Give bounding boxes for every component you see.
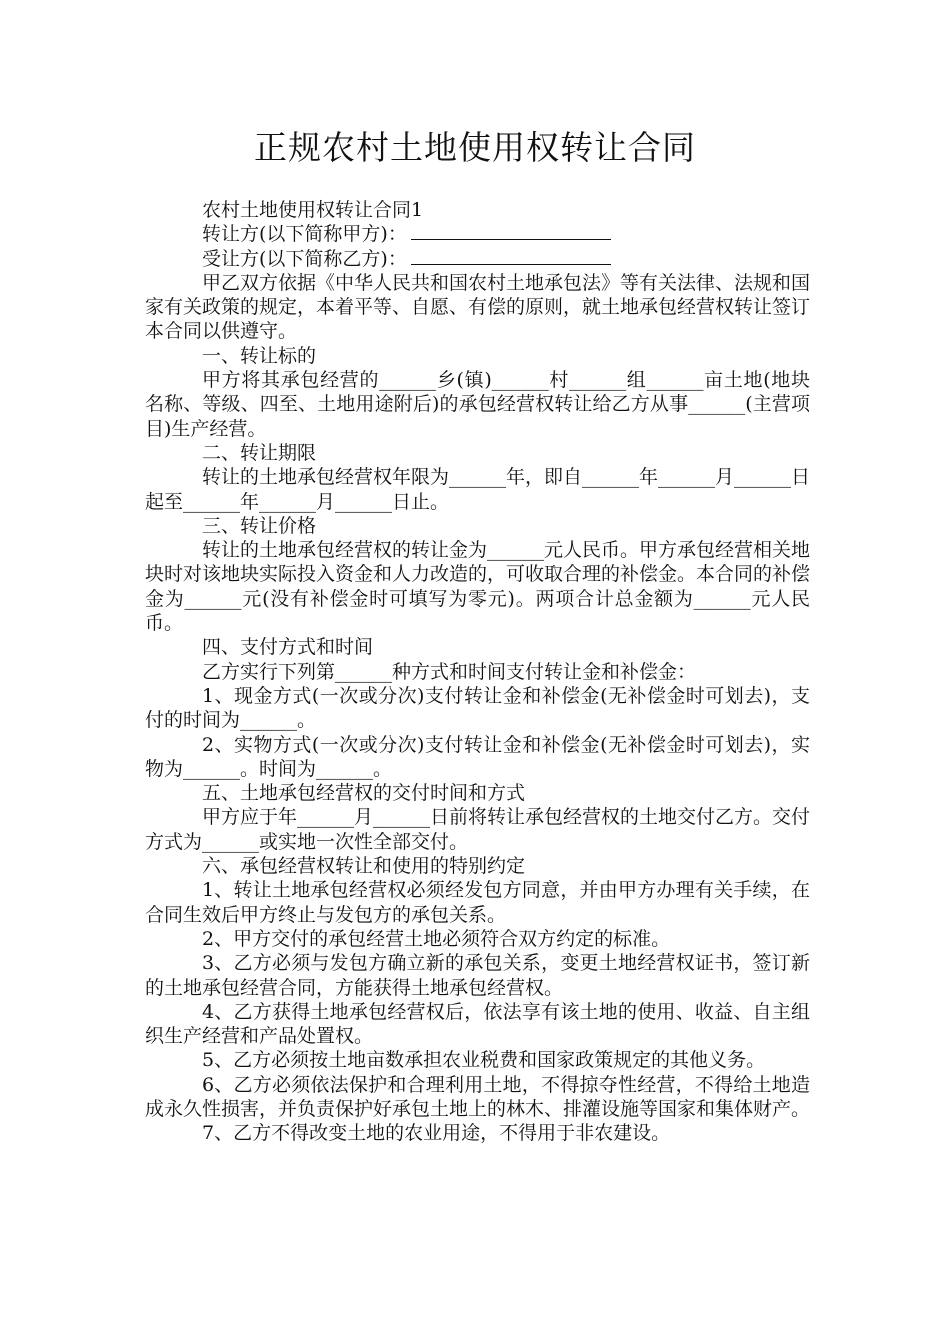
- section-2-paragraph: 转让的土地承包经营权年限为______年，即自______年______月______日起至______年______月______日止。: [145, 466, 811, 513]
- section-heading-2: 二、转让期限: [202, 441, 317, 464]
- section-6-item-1: 1、转让土地承包经营权必须经发包方同意，并由甲方办理有关手续，在合同生效后甲方终止与发包方的承包关系。: [145, 879, 810, 926]
- document-body: [145, 198, 810, 1146]
- party-a-label: 转让方(以下简称甲方)：: [202, 223, 407, 246]
- section-6-item-5: 5、乙方必须按土地亩数承担农业税费和国家政策规定的其他义务。: [202, 1049, 766, 1072]
- party-b-blank: [411, 247, 611, 265]
- section-1-paragraph: 甲方将其承包经营的______乡(镇)______村______组______亩土地(地块名称、等级、四至、土地用途附后)的承包经营权转让给乙方从事______(主营项目)生产经营。: [145, 369, 810, 440]
- document-title: 正规农村土地使用权转让合同: [254, 128, 696, 167]
- section-heading-1: 一、转让标的: [202, 344, 317, 367]
- section-4-paragraph: 乙方实行下列第______种方式和时间支付转让金和补偿金：: [202, 660, 697, 683]
- party-a-line: [145, 222, 810, 246]
- section-6-item-4: 4、乙方获得土地承包经营权后，依法享有该土地的使用、收益、自主组织生产经营和产品处置权。: [145, 1000, 810, 1048]
- party-b-line: [145, 247, 810, 271]
- contract-subtitle: 农村土地使用权转让合同1: [202, 199, 424, 221]
- section-6-item-3: 3、乙方必须与发包方确立新的承包关系，变更土地经营权证书，签订新的土地承包经营合同，方能获得土地承包经营权。: [145, 952, 810, 999]
- section-heading-6: 六、承包经营权转让和使用的特别约定: [202, 855, 526, 878]
- preamble-paragraph: 甲乙双方依据《中华人民共和国农村土地承包法》等有关法律、法规和国家有关政策的规定，本着平等、自愿、有偿的原则，就土地承包经营权转让签订本合同以供遵守。: [145, 271, 811, 343]
- section-4-item-1: 1、现金方式(一次或分次)支付转让金和补偿金(无补偿金时可划去)，支付的时间为______。: [145, 684, 810, 732]
- section-6-item-6: 6、乙方必须依法保护和合理利用土地，不得掠夺性经营，不得给土地造成永久性损害，并负责保护好承包土地上的林木、排灌设施等国家和集体财产。: [145, 1073, 811, 1120]
- section-heading-4: 四、支付方式和时间: [202, 636, 374, 659]
- section-heading-5: 五、土地承包经营权的交付时间和方式: [202, 782, 526, 805]
- party-a-blank: [411, 222, 611, 240]
- party-b-label: 受让方(以下简称乙方)：: [202, 247, 407, 270]
- section-heading-3: 三、转让价格: [202, 514, 317, 537]
- section-4-item-2: 2、实物方式(一次或分次)支付转让金和补偿金(无补偿金时可划去)，实物为______。时间为______。: [145, 733, 810, 780]
- section-6-item-7: 7、乙方不得改变土地的农业用途，不得用于非农建设。: [202, 1122, 671, 1145]
- section-3-paragraph: 转让的土地承包经营权的转让金为______元人民币。甲方承包经营相关地块时对该地块实际投入资金和人力改造的，可收取合理的补偿金。本合同的补偿金为______元(没有补偿金时可填写为零元)。两项合计总金额为______元人民币。: [145, 539, 811, 635]
- section-6-item-2: 2、甲方交付的承包经营土地必须符合双方约定的标准。: [202, 927, 671, 950]
- section-5-paragraph: 甲方应于年______月______日前将转让承包经营权的土地交付乙方。交付方式为______或实地一次性全部交付。: [145, 806, 811, 853]
